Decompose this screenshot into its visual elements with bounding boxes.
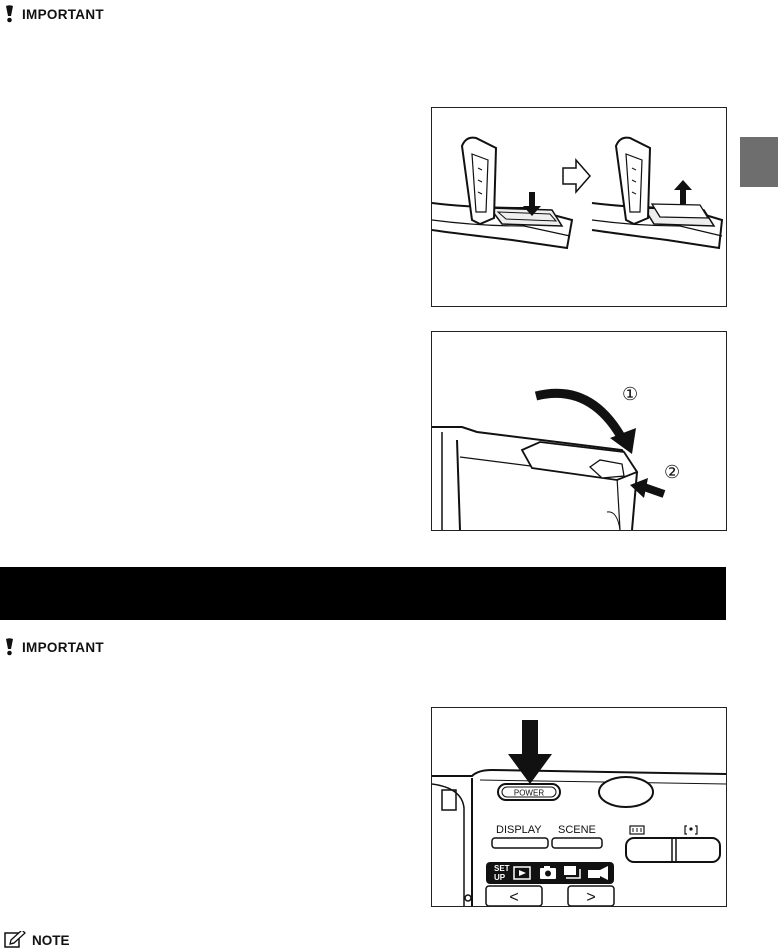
card-insert-illustration (432, 108, 726, 306)
important-label: IMPORTANT (22, 639, 104, 655)
exclamation-icon (4, 5, 15, 23)
power-label: POWER (513, 788, 545, 798)
section-header-bar (0, 567, 726, 620)
section-tab (740, 137, 778, 187)
important-heading-top (4, 5, 104, 23)
cover-close-figure (431, 331, 727, 531)
important-label: IMPORTANT (22, 6, 104, 22)
note-heading (4, 931, 70, 949)
setup-label-2: UP (494, 873, 506, 882)
setup-label: SET (494, 864, 510, 873)
note-pencil-icon (4, 931, 26, 949)
scene-label: SCENE (558, 824, 596, 836)
step-1-callout: ① (622, 384, 639, 404)
right-arrow-label: > (586, 889, 596, 906)
display-label: DISPLAY (496, 824, 542, 836)
camera-top-illustration (432, 708, 726, 906)
exclamation-icon (4, 638, 15, 656)
important-heading-mid (4, 638, 104, 656)
cover-close-illustration (432, 332, 726, 530)
note-label: NOTE (32, 932, 70, 948)
step-2-callout: ② (664, 462, 681, 482)
power-button-figure (431, 707, 727, 907)
left-arrow-label: < (509, 889, 519, 906)
card-insert-figure (431, 107, 727, 307)
